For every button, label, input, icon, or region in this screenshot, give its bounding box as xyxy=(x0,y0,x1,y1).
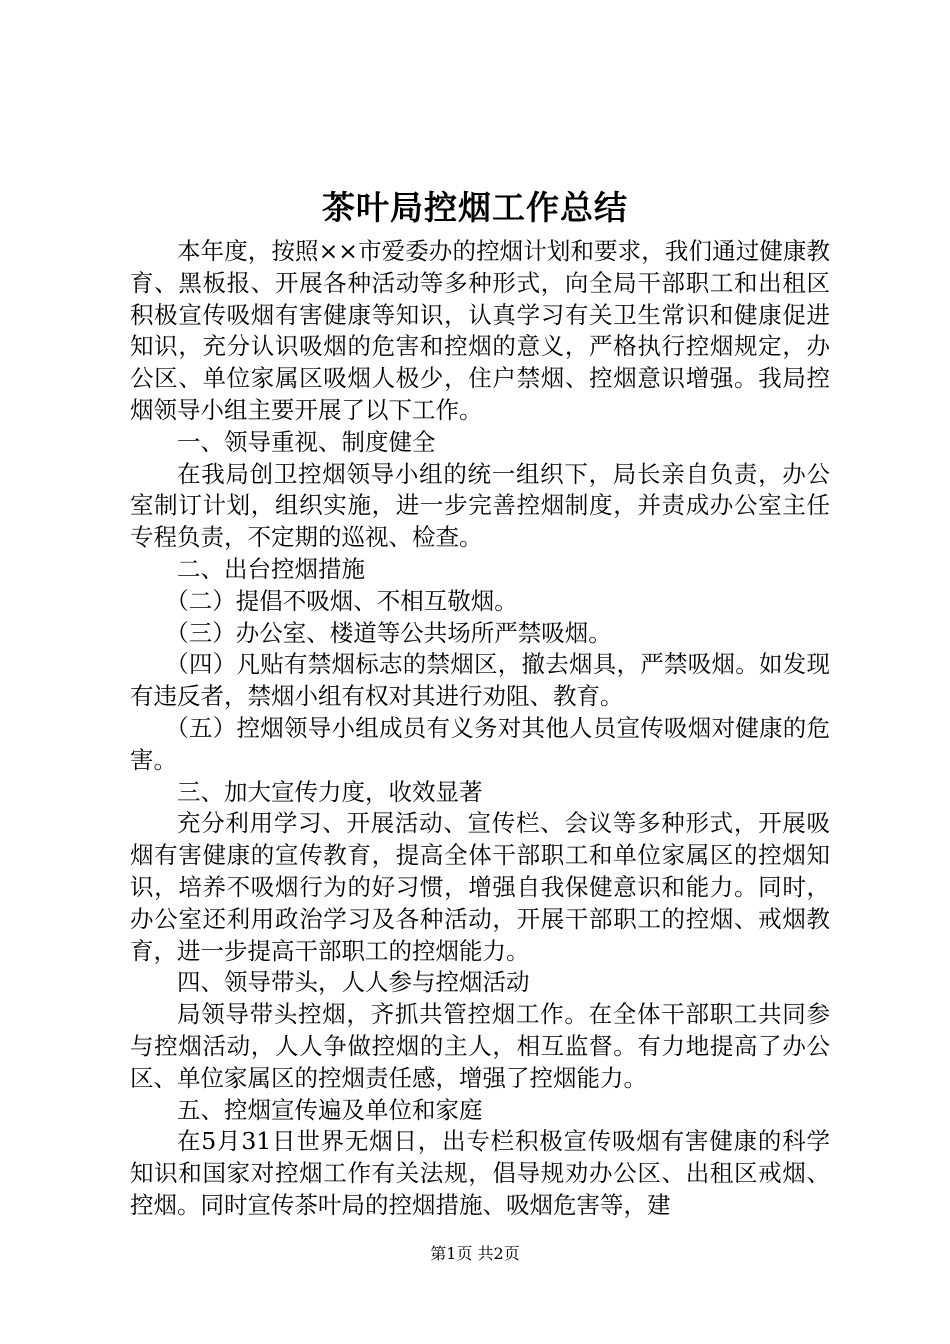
section-paragraph-3: 充分利用学习、开展活动、宣传栏、会议等多种形式，开展吸烟有害健康的宣传教育，提高全体干部职工和单位家属区的控烟知识，培养不吸烟行为的好习惯，增强自我保健意识和能力。同时，办公室还利用政治学习及各种活动，开展干部职工的控烟、戒烟教育，进一步提高干部职工的控烟能力。 xyxy=(130,809,830,965)
measure-item-4: （四）凡贴有禁烟标志的禁烟区，撤去烟具，严禁吸烟。如发现有违反者，禁烟小组有权对其进行劝阻、教育。 xyxy=(130,650,830,711)
section-paragraph-5: 在5月31日世界无烟日，出专栏积极宣传吸烟有害健康的科学知识和国家对控烟工作有关法规，倡导规劝办公区、出租区戒烟、控烟。同时宣传茶叶局的控烟措施、吸烟危害等，建 xyxy=(130,1127,830,1219)
section-heading-3: 三、加大宣传力度，收效显著 xyxy=(177,777,483,806)
document-body xyxy=(130,236,830,1222)
intro-paragraph: 本年度，按照××市爱委办的控烟计划和要求，我们通过健康教育、黑板报、开展各种活动等多种形式，向全局干部职工和出租区积极宣传吸烟有害健康等知识，认真学习有关卫生常识和健康促进知识，充分认识吸烟的危害和控烟的意义，严格执行控烟规定，办公区、单位家属区吸烟人极少，住户禁烟、控烟意识增强。我局控烟领导小组主要开展了以下工作。 xyxy=(130,237,830,424)
section-heading-5: 五、控烟宣传遍及单位和家庭 xyxy=(177,1095,483,1124)
page-number-footer: 第1页 共2页 xyxy=(430,1244,520,1263)
document-title: 茶叶局控烟工作总结 xyxy=(322,188,628,227)
measure-item-5: （五）控烟领导小组成员有义务对其他人员宣传吸烟对健康的危害。 xyxy=(130,713,830,774)
section-paragraph-1: 在我局创卫控烟领导小组的统一组织下，局长亲自负责，办公室制订计划，组织实施，进一步完善控烟制度，并责成办公室主任专程负责，不定期的巡视、检查。 xyxy=(130,459,830,552)
measure-item-2: （二）提倡不吸烟、不相互敬烟。 xyxy=(165,586,518,615)
section-heading-2: 二、出台控烟措施 xyxy=(177,554,365,583)
section-paragraph-4: 局领导带头控烟，齐抓共管控烟工作。在全体干部职工共同参与控烟活动，人人争做控烟的主人，相互监督。有力地提高了办公区、单位家属区的控烟责任感，增强了控烟能力。 xyxy=(130,1000,830,1092)
measure-item-3: （三）办公室、楼道等公共场所严禁吸烟。 xyxy=(165,618,612,647)
section-heading-1: 一、领导重视、制度健全 xyxy=(177,427,436,456)
section-heading-4: 四、领导带头，人人参与控烟活动 xyxy=(177,968,530,997)
